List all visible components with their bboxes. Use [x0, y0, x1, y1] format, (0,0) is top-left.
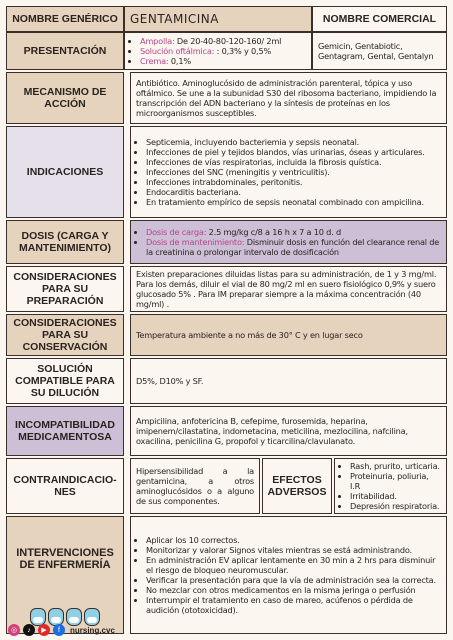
mechanism-label: MECANISMO DE ACCIÓN	[6, 72, 124, 124]
list-item: • Endocarditis bacteriana.	[146, 187, 425, 197]
contraindications-value: Hipersensibilidad a la gentamicina, a otros aminoglucósidos o a alguno de sus componentes.	[130, 458, 260, 514]
list-item: • Irritabilidad.	[350, 491, 441, 501]
presentation-label: PRESENTACIÓN	[6, 32, 124, 70]
dilution-value: D5%, D10% y SF.	[130, 358, 447, 404]
preparation-value: Existen preparaciones diluidas listas para su administración, de 1 y 3 mg/ml. Para los demás, diluir el vial de 80 mg/2 ml en suero fisiológico 0,9% y suero glucosado 5% . Para IM preparar siempre a la máxima concentración (40 mg/ml) .	[130, 266, 447, 312]
dose-label: DOSIS (CARGA Y MANTENIMIENTO)	[6, 220, 124, 264]
list-item: • Ampolla: De 20-40-80-120-160/ 2ml	[140, 36, 306, 46]
dose-value	[130, 220, 447, 264]
list-item: • Dosis de mantenimiento: Disminuir dosis en función del clearance renal de la creatinina o prolongar intervalo de dosificación	[146, 237, 441, 257]
list-item: • En tratamiento empírico de sepsis neonatal combinado con ampicilina.	[146, 197, 425, 207]
indications-value	[130, 126, 447, 218]
incompatibility-value: Ampicilina, anfotericina B, cefepime, furosemida, heparina, imipenem/cilastatina, indometacina, meticilina, mezlocilina, nafcilina, oxacilina, penicilina G, propofol y ticarcilina/clavulanato.	[130, 406, 447, 456]
list-item: • Infecciones intrabdominales, peritonitis.	[146, 177, 425, 187]
list-item: • Aplicar los 10 correctos.	[146, 535, 441, 545]
adverse-effects-label: EFECTOS ADVERSOS	[262, 458, 332, 514]
contraindications-label: CONTRAINDICACIO- NES	[6, 458, 124, 514]
storage-value: Temperatura ambiente a no más de 30° C y en lugar seco	[130, 314, 447, 356]
list-item: • Rash, prurito, urticaria.	[350, 461, 441, 471]
list-item: • Infecciones de vías respiratorias, incluida la fibrosis quística.	[146, 157, 425, 167]
list-item: • Dosis de carga: 2.5 mg/kg c/8 a 16 h x 7 a 10 d. d	[146, 227, 441, 237]
nursing-interventions-label: INTERVENCIONES DE ENFERMERÍA	[6, 516, 124, 634]
list-item: • Verificar la presentación para que la vía de administración sea la correcta.	[146, 575, 441, 585]
nursing-interventions-value	[130, 516, 447, 634]
list-item: • Septicemia, incluyendo bacteriemia y sepsis neonatal.	[146, 137, 425, 147]
list-item: • En administración EV aplicar lentamente en 30 min a 2 hrs para disminuir el riesgo de bloqueo neuromuscular.	[146, 555, 441, 575]
list-item: • Infecciones del SNC (meningitis y ventriculitis).	[146, 167, 425, 177]
social-handle[interactable]: nursing.cvc	[70, 625, 115, 635]
row-indications	[6, 126, 447, 218]
list-item: • No mezclar con otros medicamentos en la misma jeringa o perfusión	[146, 585, 441, 595]
row-incompatibility	[6, 406, 447, 456]
tiktok-icon[interactable]: ♪	[23, 624, 35, 636]
facebook-icon[interactable]: f	[53, 624, 65, 636]
list-item: • Depresión respiratoria.	[350, 501, 441, 511]
row-preparation	[6, 266, 447, 312]
list-item: • Monitorizar y valorar Signos vitales mientras se está administrando.	[146, 545, 441, 555]
presentation-value	[124, 32, 312, 70]
adverse-effects-value	[334, 458, 447, 514]
mechanism-value: Antibiótico. Aminoglucósido de administración parenteral, tópica y uso oftálmico. Se une a la subunidad S30 del ribosoma bacteriano, impidiendo la transcripción del ADN bacteriano y la síntesis de proteínas en los microorganismos susceptibles.	[130, 72, 447, 124]
dilution-label: SOLUCIÓN COMPATIBLE PARA SU DILUCIÓN	[6, 358, 124, 404]
social-links	[8, 624, 115, 636]
storage-label: CONSIDERACIONES PARA SU CONSERVACIÓN	[6, 314, 124, 356]
indications-label: INDICACIONES	[6, 126, 124, 218]
row-dilution	[6, 358, 447, 404]
list-item: • Proteinuria, poliuria, I.R	[350, 471, 441, 491]
row-dose	[6, 220, 447, 264]
instagram-icon[interactable]: ◎	[8, 624, 20, 636]
commercial-name-value: Gemicin, Gentabiotic, Gentagram, Gental, Gentalyn	[312, 32, 447, 70]
commercial-name-label: NOMBRE COMERCIAL	[312, 6, 447, 32]
incompatibility-label: INCOMPATIBILIDAD MEDICAMENTOSA	[6, 406, 124, 456]
list-item: • Infecciones de piel y tejidos blandos, vías urinarias, óseas y articulares.	[146, 147, 425, 157]
list-item: • Interrumpir el tratamiento en caso de mareo, acúfenos o pérdida de audición (ototoxicidad).	[146, 595, 441, 615]
list-item: • Solución oftálmica: : 0,3% y 0,5%	[140, 46, 306, 56]
preparation-label: CONSIDERACIONES PARA SU PREPARACIÓN	[6, 266, 124, 312]
row-mechanism	[6, 72, 447, 124]
row-contraindications	[6, 458, 447, 514]
row-generic-name	[6, 6, 447, 32]
row-presentation	[6, 32, 447, 70]
youtube-icon[interactable]: ▶	[38, 624, 50, 636]
list-item: • Crema: 0,1%	[140, 56, 306, 66]
generic-name-label: NOMBRE GENÉRICO	[6, 6, 124, 32]
generic-name-value: GENTAMICINA	[124, 6, 312, 32]
row-storage	[6, 314, 447, 356]
